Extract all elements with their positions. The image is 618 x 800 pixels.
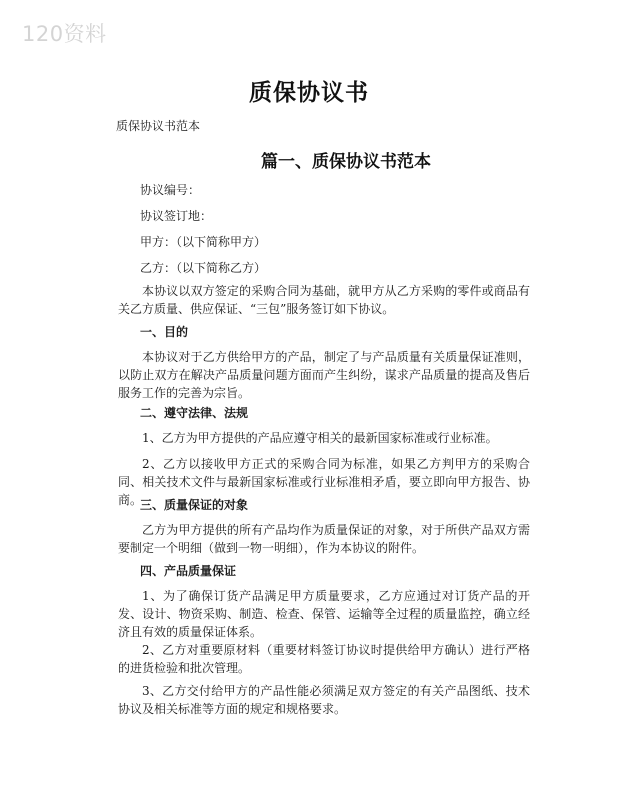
section-paragraph: 1、乙方为甲方提供的产品应遵守相关的最新国家标准或行业标准。: [142, 431, 498, 445]
section-paragraph: 本协议对于乙方供给甲方的产品，制定了与产品质量有关质量保证准则，以防止双方在解决产品质量问题方面而产生纠纷，谋求产品质量的提高及售后服务工作的完善为宗旨。: [118, 350, 530, 400]
part-title: 篇一、质保协议书范本: [261, 152, 431, 172]
document-title: 质保协议书: [249, 79, 369, 106]
intro-paragraph: 本协议以双方签定的采购合同为基础，就甲方从乙方采购的零件或商品有关乙方质量、供应保证、“三包”服务签订如下协议。: [118, 284, 530, 316]
section-heading: 二、遵守法律、法规: [140, 406, 249, 420]
section-heading: 四、产品质量保证: [140, 564, 237, 578]
sign-place-field: 协议签订地：: [140, 209, 213, 223]
party-a-field: 甲方：（以下简称甲方）: [140, 235, 267, 249]
section-heading: 一、目的: [140, 325, 189, 339]
section-paragraph: 3、乙方交付给甲方的产品性能必须满足双方签定的有关产品图纸、技术协议及相关标准等方面的规定和规格要求。: [118, 684, 530, 716]
agreement-number-field: 协议编号：: [140, 183, 201, 197]
document-subtitle: 质保协议书范本: [116, 119, 201, 133]
section-heading: 三、质量保证的对象: [140, 498, 249, 512]
watermark: 120资料: [22, 22, 107, 46]
section-paragraph: 2、乙方以接收甲方正式的采购合同为标准，如果乙方判甲方的采购合同、相关技术文件与最新国家标准或行业标准相矛盾，要立即向甲方报告、协商。: [118, 457, 530, 507]
section-paragraph: 乙方为甲方提供的所有产品均作为质量保证的对象，对于所供产品双方需要制定一个明细（做到一物一明细），作为本协议的附件。: [118, 523, 530, 555]
section-paragraph: 2、乙方对重要原材料（重要材料签订协议时提供给甲方确认）进行严格的进货检验和批次管理。: [118, 643, 530, 675]
section-paragraph: 1、为了确保订货产品满足甲方质量要求，乙方应通过对订货产品的开发、设计、物资采购、制造、检查、保管、运输等全过程的质量监控，确立经济且有效的质量保证体系。: [118, 589, 530, 639]
party-b-field: 乙方：（以下简称乙方）: [140, 261, 267, 275]
